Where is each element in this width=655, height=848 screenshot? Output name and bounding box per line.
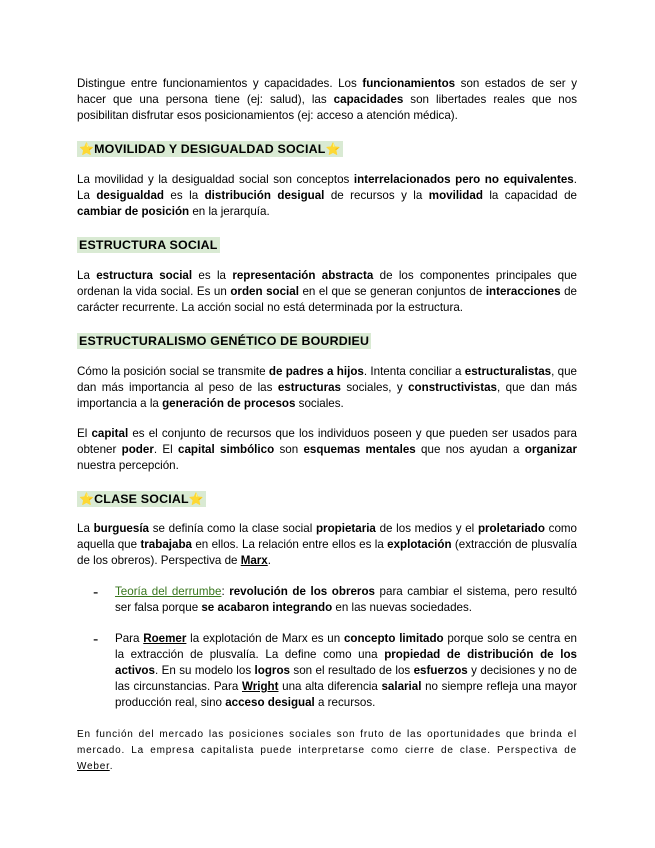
capital-paragraph: El capital es el conjunto de recursos que los individuos poseen y que pueden ser usados para obtener poder. El capital simbólico son esquemas mentales que nos ayudan a organizar nuestra percepción. — [77, 427, 577, 472]
movilidad-paragraph: La movilidad y la desigualdad social son conceptos interrelacionados pero no equivalentes. La desigualdad es la distribución desigual de recursos y la movilidad la capacidad de cambiar de posición en la jerarquía. — [77, 173, 577, 218]
list-item: - Para Roemer la explotación de Marx es un concepto limitado porque solo se centra en la extracción de plusvalía. La define como una propiedad de distribución de los activos. En su modelo los logros son el resultado de los esfuerzos y decisiones y no de las circunstancias. Para Wright una alta diferencia salarial no siempre refleja una mayor producción real, sino acceso desigual a recursos. — [93, 631, 578, 709]
heading-bourdieu: ESTRUCTURALISMO GENÉTICO DE BOURDIEU — [79, 334, 370, 348]
star-icon: ⭐ — [188, 492, 204, 506]
list-item: - Teoría del derrumbe: revolución de los obreros para cambiar el sistema, pero resultó ser falsa porque se acabaron integrando en las nuevas sociedades. — [93, 584, 577, 614]
estructura-paragraph: La estructura social es la representación abstracta de los componentes principales que ordenan la vida social. Es un orden social en el que se generan conjuntos de interacciones de carácter recurrente. La acción social no está determinada por la estructura. — [77, 269, 577, 314]
heading-clase-social: ⭐CLASE SOCIAL⭐ — [79, 492, 204, 506]
heading-estructura: ESTRUCTURA SOCIAL — [79, 238, 218, 252]
clase-paragraph: La burguesía se definía como la clase social propietaria de los medios y el proletariado como aquella que trabajaba en ellos. La relación entre ellos es la explotación (extracción de plusvalía de los obreros). Perspectiva de Marx. — [77, 522, 577, 567]
teoria-derrumbe-link[interactable]: Teoría del derrumbe — [115, 585, 222, 598]
intro-paragraph: Distingue entre funcionamientos y capacidades. Los funcionamientos son estados de ser y hacer que una persona tiene (ej: salud), las capacidades son libertades reales que nos posibilitan disfrutar esos posicionamientos (ej: acceso a atención médica). — [77, 77, 578, 122]
star-icon: ⭐ — [79, 142, 95, 156]
weber-paragraph: En función del mercado las posiciones sociales son fruto de las oportunidades que brinda el mercado. La empresa capitalista puede interpretarse como cierre de clase. Perspectiva de Weber. — [77, 729, 577, 772]
bullet-list — [77, 584, 577, 616]
bourdieu-paragraph: Cómo la posición social se transmite de padres a hijos. Intenta conciliar a estructuralistas, que dan más importancia al peso de las estructuras sociales, y constructivistas, que dan más importancia a la generación de procesos sociales. — [77, 365, 577, 410]
heading-movilidad: ⭐MOVILIDAD Y DESIGUALDAD SOCIAL⭐ — [79, 142, 341, 156]
star-icon: ⭐ — [79, 492, 95, 506]
star-icon: ⭐ — [325, 142, 341, 156]
bullet-list-2 — [77, 631, 577, 711]
marx-underlined: Marx — [240, 554, 268, 567]
